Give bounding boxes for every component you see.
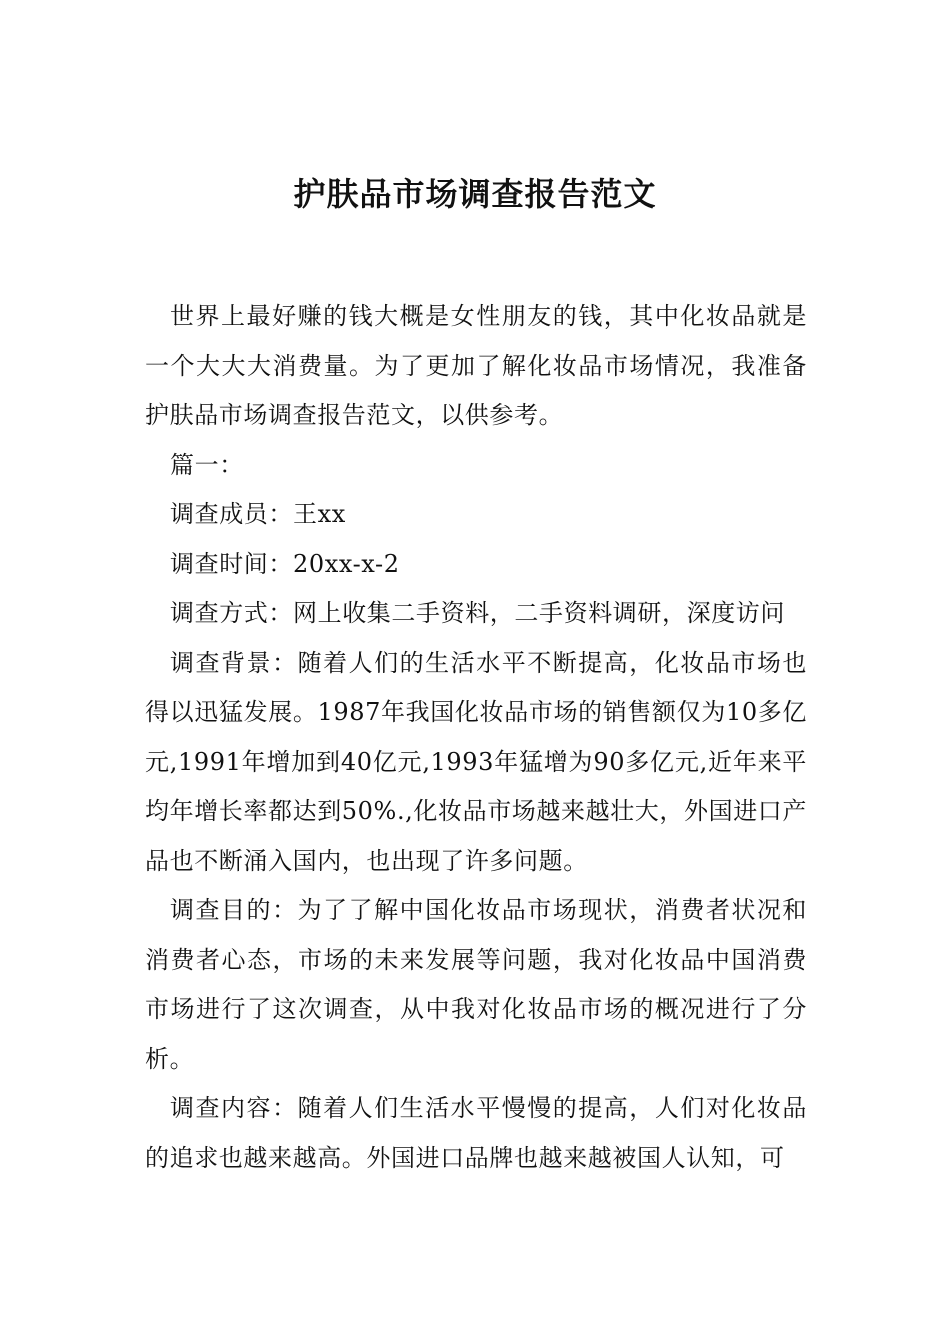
survey-purpose: 调查目的：为了了解中国化妆品市场现状，消费者状况和消费者心态，市场的未来发展等问题，我对化妆品中国消费市场进行了这次调查，从中我对化妆品市场的概况进行了分析。 — [145, 896, 807, 1073]
survey-time: 调查时间：20xx-x-2 — [170, 549, 400, 578]
section-heading: 篇一： — [170, 450, 244, 479]
document-body — [145, 292, 807, 1183]
survey-members: 调查成员：王xx — [170, 500, 346, 528]
survey-method: 调查方式：网上收集二手资料，二手资料调研，深度访问 — [170, 599, 785, 627]
document-title: 护肤品市场调查报告范文 — [293, 175, 657, 213]
survey-content: 调查内容：随着人们生活水平慢慢的提高，人们对化妆品的追求也越来越高。外国进口品牌也越来越被国人认知，可 — [145, 1094, 807, 1172]
survey-background: 调查背景：随着人们的生活水平不断提高，化妆品市场也得以迅猛发展。1987年我国化妆品市场的销售额仅为10多亿元,1991年增加到40亿元,1993年猛增为90多亿元,近年来平均年增长率都达到50%.,化妆品市场越来越壮大，外国进口产品也不断涌入国内，也出现了许多问题。 — [145, 648, 807, 875]
intro-paragraph: 世界上最好赚的钱大概是女性朋友的钱，其中化妆品就是一个大大大消费量。为了更加了解化妆品市场情况，我准备护肤品市场调查报告范文，以供参考。 — [145, 302, 807, 429]
